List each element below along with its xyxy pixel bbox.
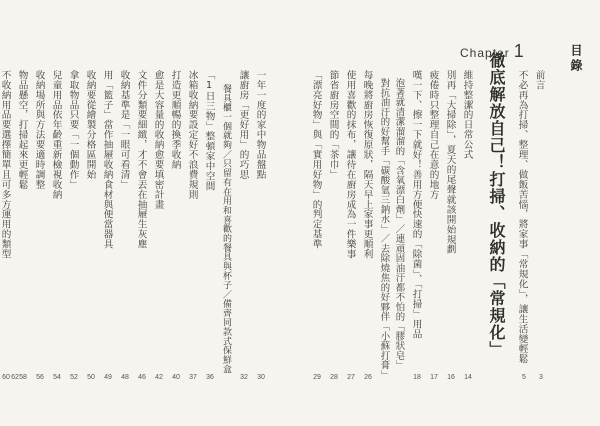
page-number: 28 — [330, 374, 338, 381]
toc-entry[interactable]: 使用喜歡的抹布，讓待在廚房成為一件樂事 — [344, 70, 356, 260]
toc-entry[interactable]: 拿取物品只要「一個動作」 — [67, 70, 79, 190]
page-number: 60 — [2, 374, 10, 381]
toc-entry[interactable]: 維持整潔的日常公式 — [461, 70, 473, 160]
toc-entry[interactable]: 冰箱收納要設定好不浪費規則 — [186, 70, 198, 200]
toc-entry[interactable]: 收納基準是「一眼可看清」 — [118, 70, 130, 190]
page-number: 46 — [138, 374, 146, 381]
chapter-title[interactable]: 徹底解放自己！打掃、收納的「常規化」 — [487, 52, 506, 358]
page-number: 17 — [430, 374, 438, 381]
toc-entry[interactable]: 一年一度的家中物品盤點 — [254, 70, 266, 180]
toc-entry[interactable]: 用「籃子」當作抽屜收納食材與便當器具 — [101, 70, 113, 250]
toc-entry[interactable]: 疲倦時只整理自己在意的地方 — [427, 70, 439, 200]
toc-entry[interactable]: 物品懸空，打掃起來更輕鬆 — [16, 70, 28, 190]
page-number: 3 — [539, 374, 543, 381]
page-number: 32 — [240, 374, 248, 381]
page-number: 18 — [413, 374, 421, 381]
toc-entry[interactable]: 「1日三物」整頓家中空間 — [203, 70, 215, 191]
toc-entry[interactable]: 愈是大容量的收納愈要填密計畫 — [152, 70, 164, 210]
toc-entry[interactable]: 每晚將廚房恢復原狀，隔天早上家事更順利 — [361, 70, 373, 260]
page-number: 29 — [313, 374, 321, 381]
page-number: 52 — [70, 374, 78, 381]
toc-entry[interactable]: 「漂亮好物」與「實用好物」的判定基準 — [310, 70, 322, 250]
toc-entry[interactable]: 嘆一下、擦一下就好！善用方便快速的「除菌」、「打掃」用品 — [410, 70, 422, 339]
page-number: 40 — [172, 374, 180, 381]
page-number: 27 — [347, 374, 355, 381]
page-number: 30 — [257, 374, 265, 381]
page-number: 5 — [522, 374, 526, 381]
toc-heading: 目錄 — [569, 44, 583, 74]
toc-entry-intro-desc[interactable]: 不必再為打掃、整理、做飯苦惱，將家事「常規化」，讓生活變輕鬆 — [516, 70, 528, 364]
page-number: 37 — [189, 374, 197, 381]
toc-subentry: 餐具櫃一個就夠／只留有在用和喜歡的餐具與杯子／備齊同款式保鮮盒 — [221, 84, 231, 374]
toc-entry[interactable]: 打造更順暢的換季收納 — [169, 70, 181, 170]
toc-entry[interactable]: 收納場所與方法要適時調整 — [33, 70, 45, 190]
page-number: 50 — [87, 374, 95, 381]
page-number: 62 — [11, 374, 19, 381]
page-number: 56 — [36, 374, 44, 381]
page-number: 49 — [104, 374, 112, 381]
page-number: 58 — [19, 374, 27, 381]
page-number: 14 — [464, 374, 472, 381]
page-number: 26 — [364, 374, 372, 381]
page-number: 16 — [447, 374, 455, 381]
page-number: 42 — [155, 374, 163, 381]
chapter-number: 1 — [513, 41, 525, 61]
toc-entry[interactable]: 別再「大掃除」，夏天的尾聲就該開始規劃 — [444, 70, 456, 255]
toc-entry[interactable]: 文件分類要細緻，才不會丟在抽屜生灰塵 — [135, 70, 147, 250]
toc-subentry: 泡著就清潔溜溜的「含氧漂白劑」／連頑固油汙都不怕的「膠狀皂」 — [393, 78, 405, 371]
toc-subentry: 對抗油汙的好幫手「碳酸氫三鈉水」／去除燒焦的好夥伴「小蘇打膏」 — [378, 78, 390, 380]
toc-entry[interactable]: 節省廚房空間的「茶巾」 — [327, 70, 339, 180]
toc-entry[interactable]: 收納要從繪製分格區開始 — [84, 70, 96, 180]
page-number: 48 — [121, 374, 129, 381]
toc-entry[interactable]: 兒童用品依年齡重新檢視收納 — [50, 70, 62, 200]
toc-entry-intro[interactable]: 前言 — [533, 70, 545, 90]
toc-entry[interactable]: 不收納用品要選擇簡單且可多方運用的類型 — [0, 70, 11, 260]
chapter-word: Chapter — [460, 46, 510, 60]
page-number: 54 — [53, 374, 61, 381]
page-number: 36 — [206, 374, 214, 381]
toc-entry[interactable]: 讓廚房「更好用」的巧思 — [237, 70, 249, 180]
